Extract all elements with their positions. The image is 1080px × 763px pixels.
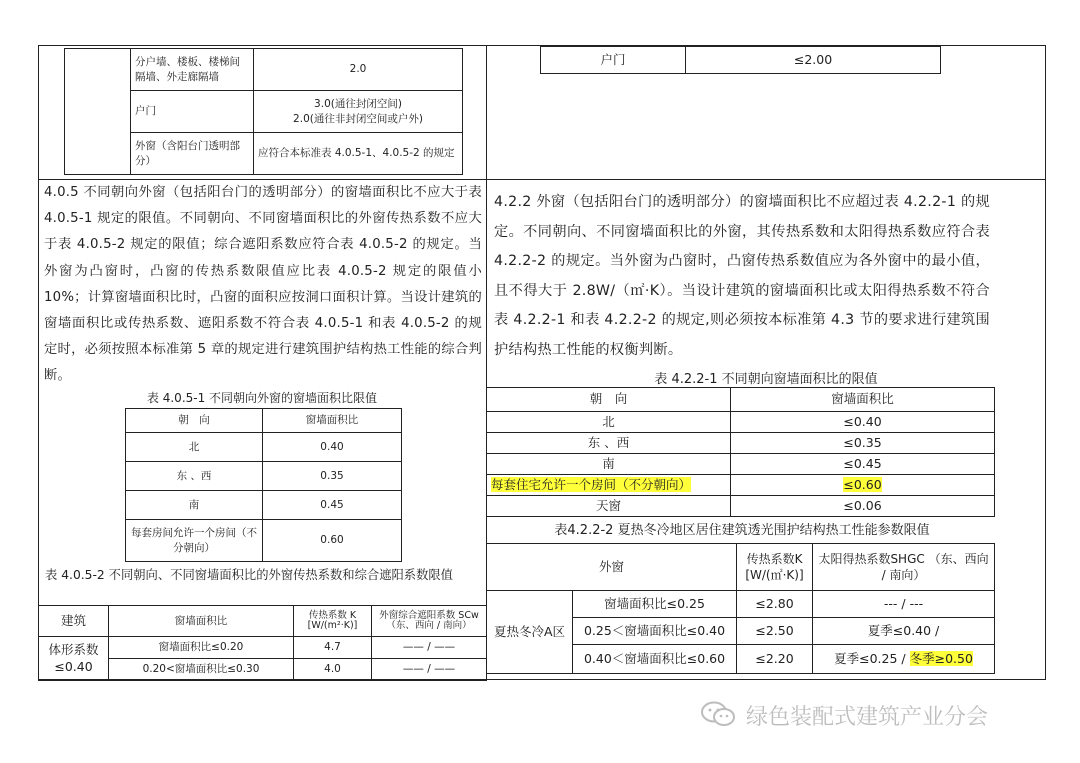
cell: —— / —— bbox=[372, 637, 487, 659]
cell: 北 bbox=[487, 412, 731, 433]
cell: 0.25＜窗墙面积比≤0.40 bbox=[573, 618, 737, 645]
highlighted-text: ≤0.60 bbox=[843, 476, 882, 492]
right-top-table bbox=[540, 46, 941, 74]
cell: ≤2.20 bbox=[737, 645, 813, 674]
cell: 0.35 bbox=[263, 462, 402, 491]
blank-cell bbox=[65, 49, 131, 175]
cell: ≤0.06 bbox=[731, 496, 995, 517]
cell: 东 、西 bbox=[487, 433, 731, 454]
cell bbox=[731, 475, 995, 496]
cell: 户门 bbox=[541, 47, 686, 74]
cell: 0.40 bbox=[263, 433, 402, 462]
left-paragraph: 4.0.5 不同朝向外窗（包括阳台门的透明部分）的窗墙面积比不应大于表 4.0.5-1 规定的限值。不同朝向、不同窗墙面积比的外窗传热系数不应大于表 4.0.5-2 规定的限值；综合遮阳系数应符合表 4.0.5-2 的规定。当外窗为凸窗时，凸窗的传热系数限值应比表 4.0.5-2 规定的限值小 10%；计算窗墙面积比时，凸窗的面积应按洞口面积计算。当设计建筑的窗墙面积比或传热系数、遮阳系数不符合表 4.0.5-1 和表 4.0.5-2 的规定时，必须按照本标准第 5 章的规定进行建筑围护结构热工性能的综合判断。 bbox=[44, 185, 482, 384]
cell: 4.0 bbox=[294, 659, 372, 681]
left-table1-caption: 表 4.0.5-1 不同朝向外窗的窗墙面积比限值 bbox=[146, 391, 378, 405]
cell bbox=[813, 645, 995, 674]
region-cell: 夏热冬冷A区 bbox=[487, 591, 573, 674]
cell: 夏季≤0.40 / bbox=[813, 618, 995, 645]
cell: 0.40＜窗墙面积比≤0.60 bbox=[573, 645, 737, 674]
header-cell: 外窗综合遮阳系数 SCw （东、西向 / 南向） bbox=[372, 606, 487, 637]
right-table2-caption: 表4.2.2-2 夏热冬冷地区居住建筑透光围护结构热工性能参数限值 bbox=[554, 523, 930, 538]
cell: 每套房间允许一个房间（不分朝向） bbox=[126, 520, 263, 562]
cell: 窗墙面积比≤0.25 bbox=[573, 591, 737, 618]
right-paragraph: 4.2.2 外窗（包括阳台门的透明部分）的窗墙面积比不应超过表 4.2.2-1 的规定。不同朝向、不同窗墙面积比的外窗，其传热系数和太阳得热系数应符合表 4.2.2-2 的规定。当外窗为凸窗时，凸窗传热系数值应为各外窗中的最小值，且不得大于 2.8W/（㎡·K）。当设计建筑的窗墙面积比或太阳得热系数不符合表 4.2.2-1 和表 4.2.2-2 的规定,则必须按本标准第 4.3 节的要求进行建筑围护结构热工性能的权衡判断。 bbox=[494, 194, 990, 358]
left-table2 bbox=[38, 605, 487, 681]
cell: 南 bbox=[126, 491, 263, 520]
highlighted-text: 冬季≥0.50 bbox=[909, 650, 973, 666]
cell: ≤2.50 bbox=[737, 618, 813, 645]
cell: ≤2.00 bbox=[686, 47, 941, 74]
cell bbox=[254, 91, 463, 133]
header-cell: 传热系数 K [W/(m²·K)] bbox=[294, 606, 372, 637]
watermark-text: 绿色装配式建筑产业分会 bbox=[746, 705, 989, 730]
cell: ≤2.80 bbox=[737, 591, 813, 618]
right-table1 bbox=[486, 387, 995, 517]
cell: 窗墙面积比≤0.20 bbox=[109, 637, 294, 659]
header-cell: 建筑 bbox=[39, 606, 109, 637]
cell-text: 夏季≤0.25 / bbox=[834, 650, 906, 666]
left-top-table bbox=[64, 48, 463, 175]
cell: ≤0.45 bbox=[731, 454, 995, 475]
cell-line: 2.0(通往非封闭空间或户外) bbox=[293, 112, 423, 125]
cell: ≤0.40 bbox=[731, 412, 995, 433]
right-table1-caption: 表 4.2.2-1 不同朝向窗墙面积比的限值 bbox=[654, 372, 878, 387]
wechat-icon bbox=[700, 700, 736, 728]
header-cell: 朝 向 bbox=[487, 388, 731, 412]
cell: 天窗 bbox=[487, 496, 731, 517]
header-cell: 传热系数K [W/(㎡·K)] bbox=[737, 544, 813, 591]
cell: 应符合本标准表 4.0.5-1、4.0.5-2 的规定 bbox=[254, 133, 463, 175]
header-cell: 外窗 bbox=[487, 544, 737, 591]
cell: —— / —— bbox=[372, 659, 487, 681]
left-table1 bbox=[125, 408, 402, 562]
cell: 0.20<窗墙面积比≤0.30 bbox=[109, 659, 294, 681]
cell: 0.60 bbox=[263, 520, 402, 562]
cell bbox=[487, 475, 731, 496]
header-cell: 窗墙面积比 bbox=[731, 388, 995, 412]
cell: 0.45 bbox=[263, 491, 402, 520]
left-table2-caption: 表 4.0.5-2 不同朝向、不同窗墙面积比的外窗传热系数和综合遮阳系数限值 bbox=[45, 568, 453, 582]
cell: 外窗（含阳台门透明部分） bbox=[131, 133, 254, 175]
header-cell: 窗墙面积比 bbox=[263, 409, 402, 433]
cell: 分户墙、楼板、楼梯间隔墙、外走廊隔墙 bbox=[131, 49, 254, 91]
cell: 东 、西 bbox=[126, 462, 263, 491]
header-cell: 太阳得热系数SHGC （东、西向 / 南向） bbox=[813, 544, 995, 591]
header-cell: 朝 向 bbox=[126, 409, 263, 433]
cell: --- / --- bbox=[813, 591, 995, 618]
cell: 户门 bbox=[131, 91, 254, 133]
cell-line: 3.0(通往封闭空间) bbox=[314, 98, 402, 111]
right-table2 bbox=[486, 543, 995, 674]
highlighted-text: 每套住宅允许一个房间（不分朝向） bbox=[491, 476, 692, 492]
cell: 北 bbox=[126, 433, 263, 462]
header-cell: 窗墙面积比 bbox=[109, 606, 294, 637]
cell: ≤0.35 bbox=[731, 433, 995, 454]
cell: 2.0 bbox=[254, 49, 463, 91]
group-cell: 体形系数 ≤0.40 bbox=[39, 637, 109, 681]
cell: 4.7 bbox=[294, 637, 372, 659]
cell: 南 bbox=[487, 454, 731, 475]
